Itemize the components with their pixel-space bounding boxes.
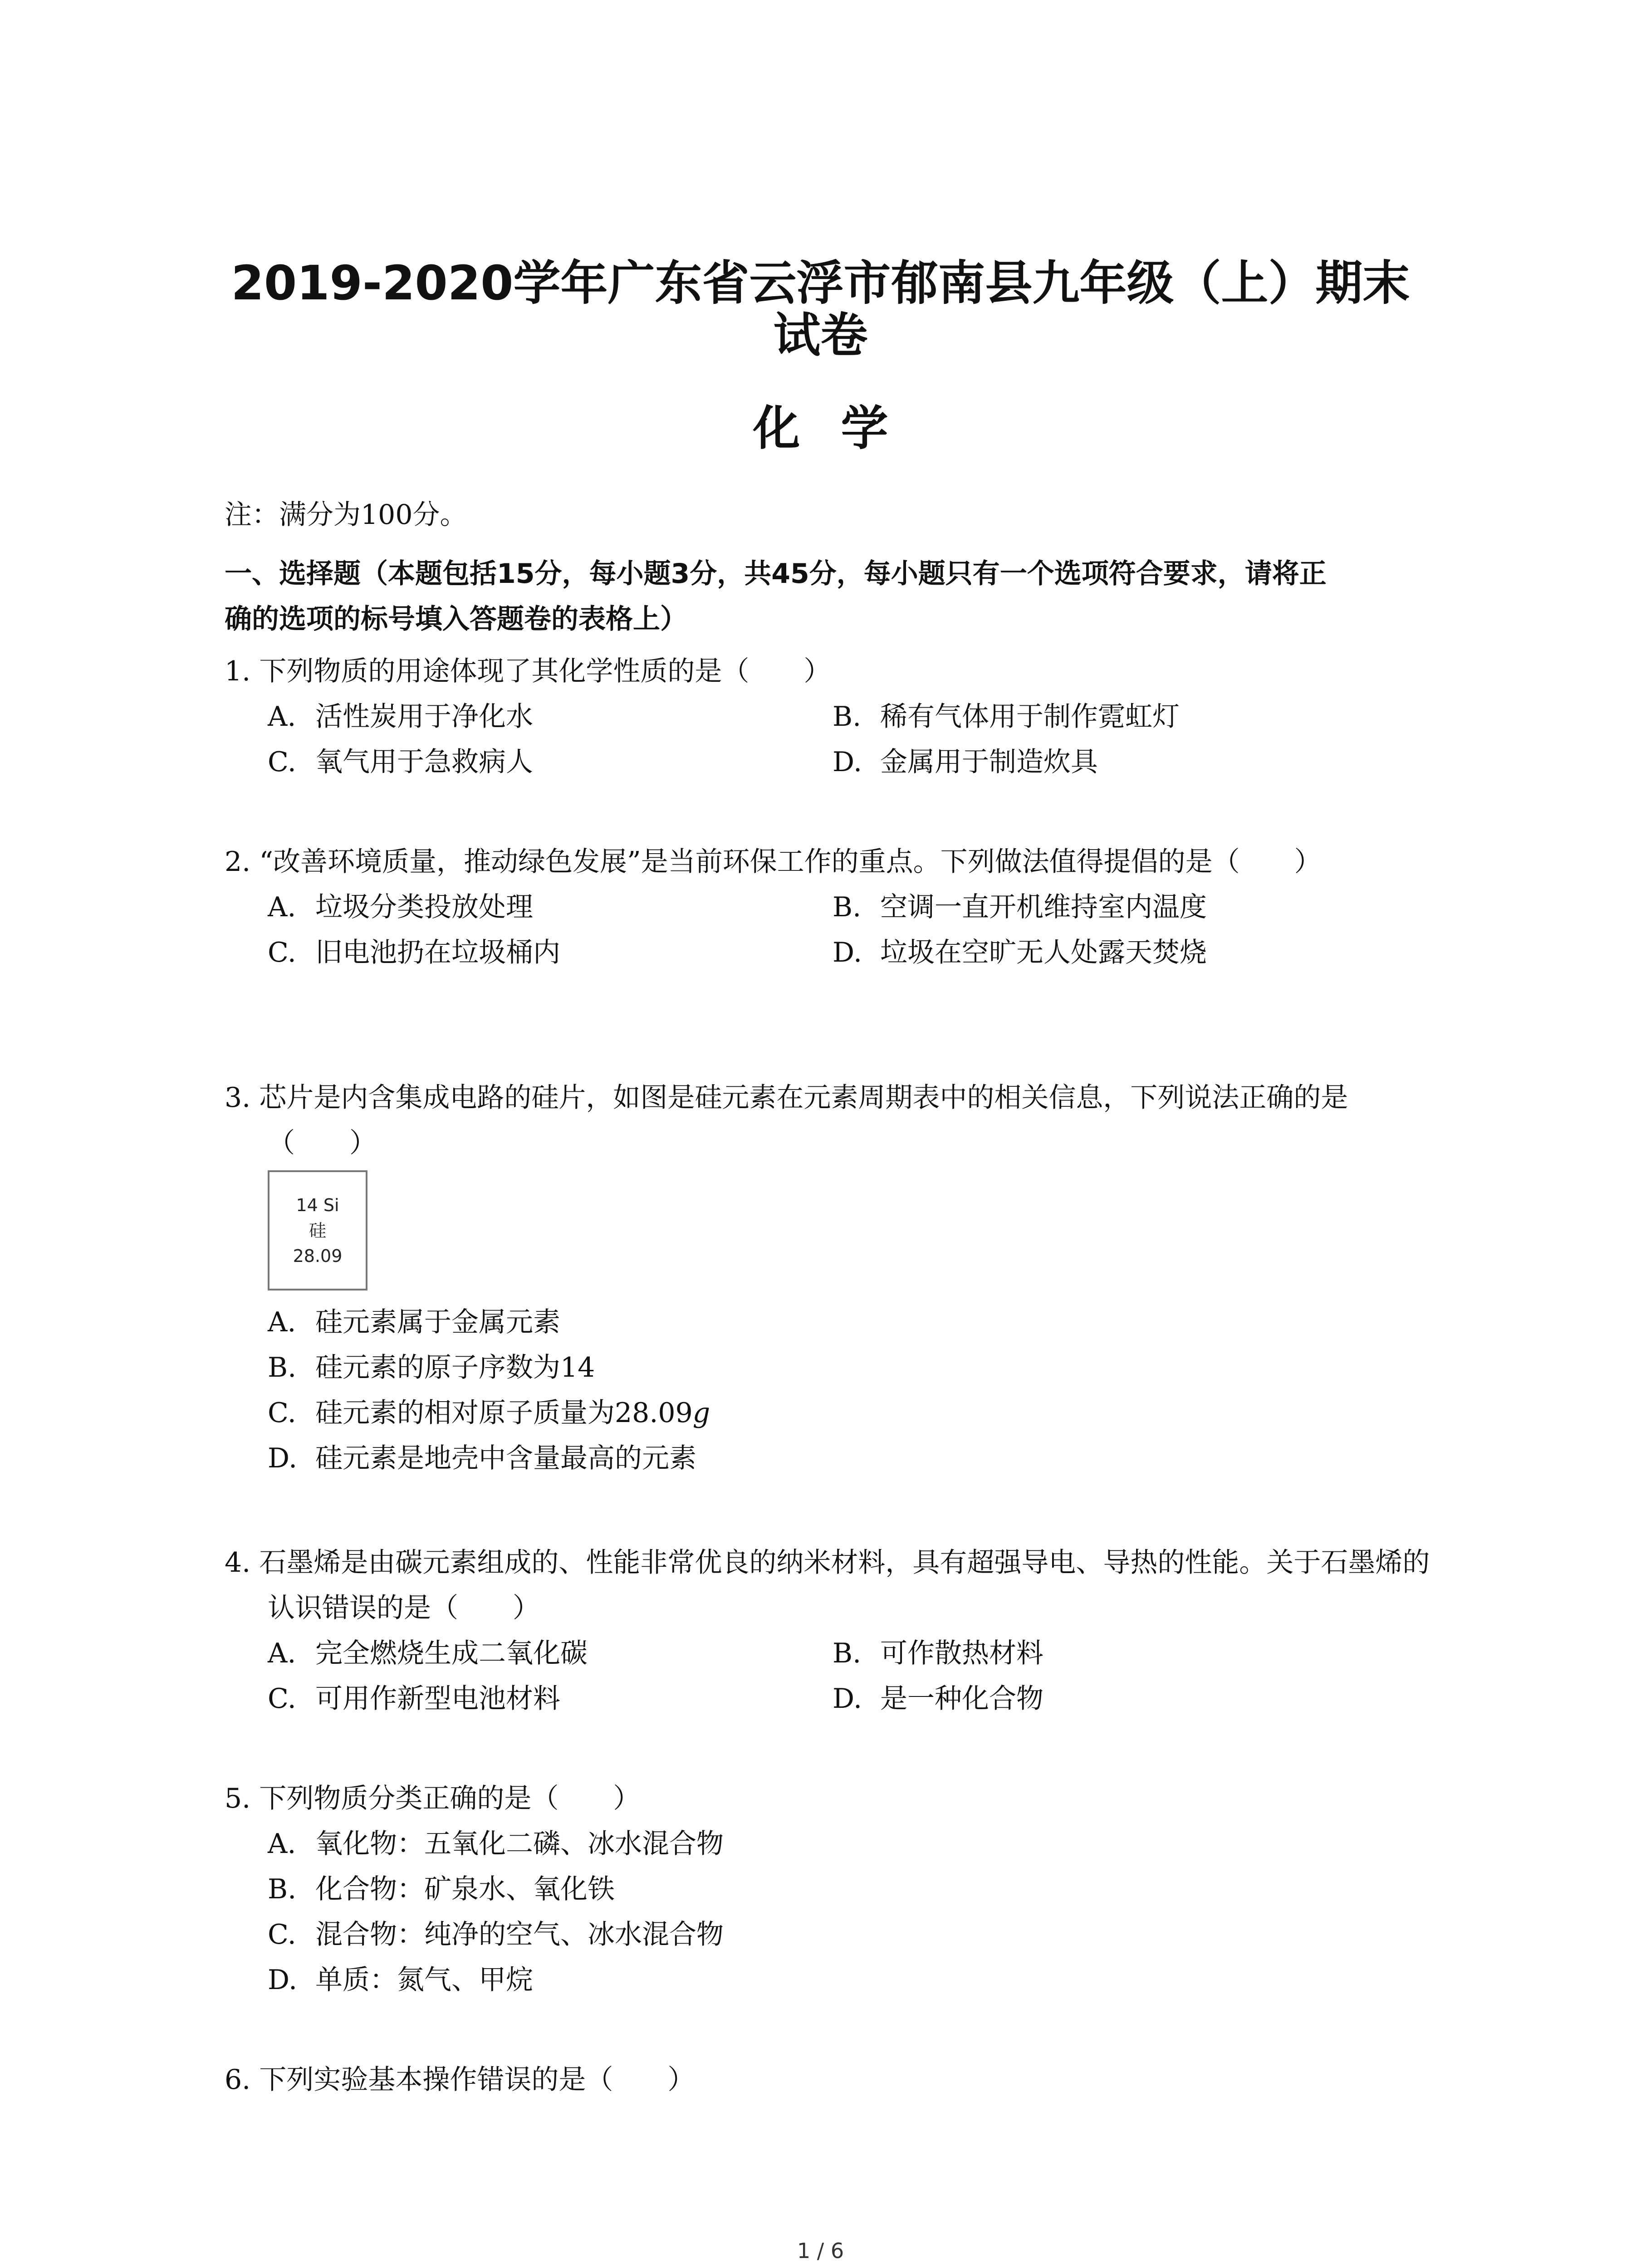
option-d: D. 硅元素是地壳中含量最高的元素 bbox=[268, 1442, 696, 1474]
question-stem: 2. “改善环境质量，推动绿色发展”是当前环保工作的重点。下列做法值得提倡的是（ ） bbox=[225, 846, 1322, 878]
option-row bbox=[268, 885, 1431, 930]
option-c: C. 氧气用于急救病人 bbox=[268, 746, 533, 778]
option-row bbox=[268, 1631, 1431, 1676]
element-name: 硅 bbox=[309, 1220, 326, 1241]
option-c: C. 旧电池扔在垃圾桶内 bbox=[268, 937, 560, 968]
question-5 bbox=[225, 1776, 1431, 2003]
question-stem: 3. 芯片是内含集成电路的硅片，如图是硅元素在元素周期表中的相关信息，下列说法正确的是（ ） bbox=[225, 1082, 1348, 1159]
option-row bbox=[268, 930, 1431, 975]
option-a: A. 硅元素属于金属元素 bbox=[268, 1306, 560, 1338]
option-c: C. 可用作新型电池材料 bbox=[268, 1683, 560, 1715]
option-b: B. 化合物：矿泉水、氧化铁 bbox=[268, 1873, 615, 1905]
option-b: B. 空调一直开机维持室内温度 bbox=[833, 891, 1207, 923]
question-1 bbox=[225, 649, 1431, 785]
option-a: A. 垃圾分类投放处理 bbox=[268, 891, 533, 923]
option-d: D. 单质：氮气、甲烷 bbox=[268, 1964, 533, 1996]
section-heading-line-1: 一、选择题（本题包括15分，每小题3分，共45分，每小题只有一个选项符合要求，请将正 bbox=[225, 558, 1327, 590]
option-d: D. 垃圾在空旷无人处露天焚烧 bbox=[833, 937, 1207, 968]
option-c: C. 硅元素的相对原子质量为28.09g bbox=[268, 1397, 710, 1429]
title-line-1: 2019-2020学年广东省云浮市郁南县九年级（上）期末 bbox=[231, 255, 1410, 311]
option-b: B. 可作散热材料 bbox=[833, 1637, 1043, 1669]
question-stem: 4. 石墨烯是由碳元素组成的、性能非常优良的纳米材料，具有超强导电、导热的性能。关于石墨烯的认识错误的是（ ） bbox=[225, 1547, 1430, 1624]
subject-heading: 化学 bbox=[753, 401, 929, 456]
option-d: D. 是一种化合物 bbox=[833, 1683, 1043, 1715]
element-number-symbol: 14 Si bbox=[296, 1195, 339, 1215]
option-a: A. 完全燃烧生成二氧化碳 bbox=[268, 1637, 588, 1669]
option-row bbox=[268, 1676, 1431, 1721]
option-row bbox=[268, 739, 1431, 785]
title-line-2: 试卷 bbox=[773, 308, 868, 363]
question-2 bbox=[225, 839, 1431, 975]
question-6 bbox=[225, 2057, 1431, 2102]
question-stem: 6. 下列实验基本操作错误的是（ ） bbox=[225, 2064, 695, 2096]
question-3 bbox=[225, 1075, 1431, 1481]
unit-g: g bbox=[692, 1397, 710, 1429]
page-number: 1 / 6 bbox=[797, 2239, 844, 2263]
option-b: B. 稀有气体用于制作霓虹灯 bbox=[833, 701, 1180, 733]
section-heading bbox=[225, 551, 1431, 642]
note: 注：满分为100分。 bbox=[225, 499, 467, 531]
option-a: A. 氧化物：五氧化二磷、冰水混合物 bbox=[268, 1828, 724, 1860]
element-mass: 28.09 bbox=[293, 1246, 343, 1266]
question-stem: 1. 下列物质的用途体现了其化学性质的是（ ） bbox=[225, 655, 831, 687]
question-stem: 5. 下列物质分类正确的是（ ） bbox=[225, 1783, 641, 1814]
option-d: D. 金属用于制造炊具 bbox=[833, 746, 1098, 778]
question-4 bbox=[225, 1540, 1431, 1721]
option-row bbox=[268, 694, 1431, 739]
option-b: B. 硅元素的原子序数为14 bbox=[268, 1352, 595, 1383]
section-heading-line-2: 确的选项的标号填入答题卷的表格上） bbox=[225, 603, 687, 635]
option-c: C. 混合物：纯净的空气、冰水混合物 bbox=[268, 1919, 724, 1950]
option-a: A. 活性炭用于净化水 bbox=[268, 701, 533, 733]
periodic-table-cell bbox=[268, 1170, 367, 1290]
